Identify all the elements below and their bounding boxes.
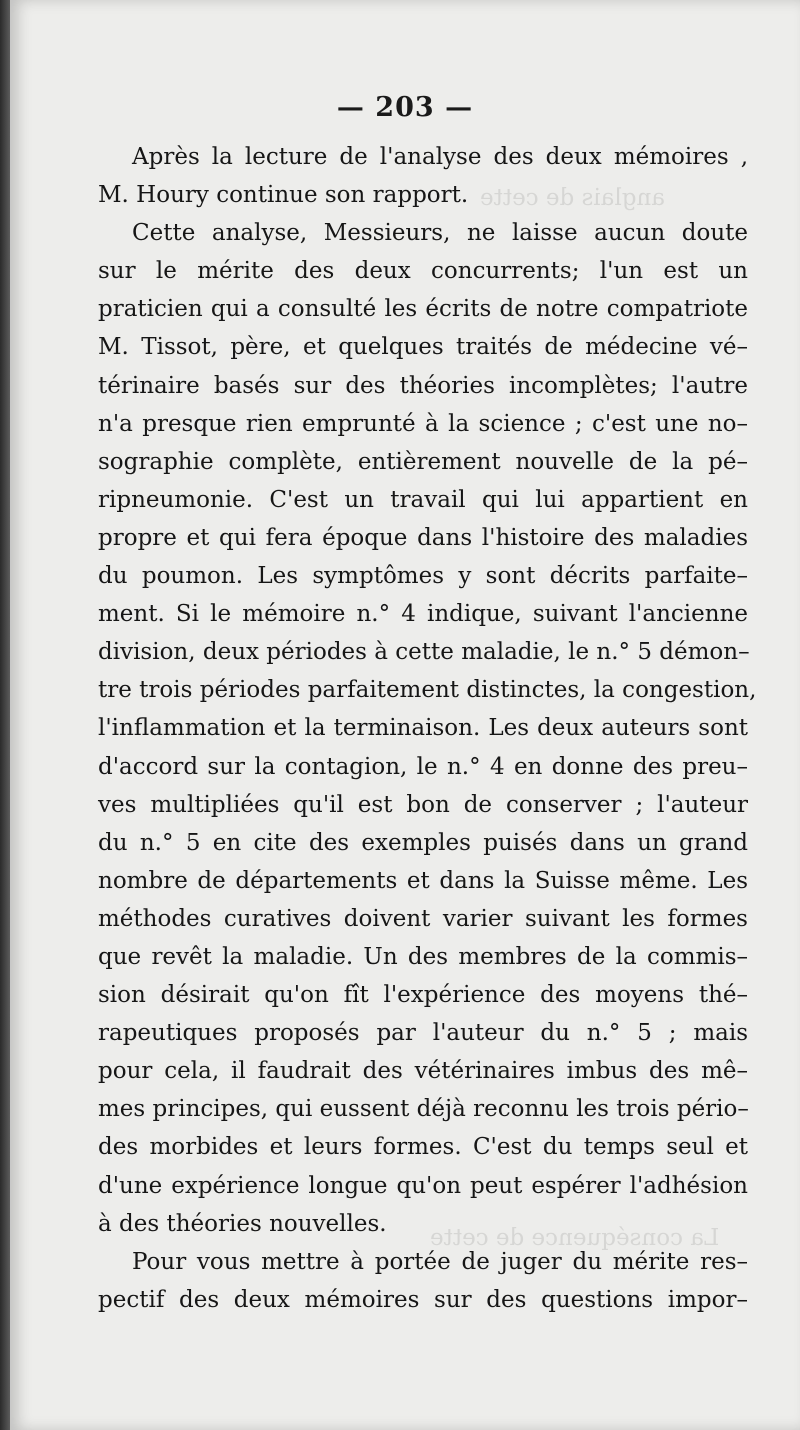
text-line: praticien qui a consulté les écrits de notre compatriote: [98, 296, 748, 323]
bleed-through-text: anglais de cette: [480, 185, 666, 211]
text-line: méthodes curatives doivent varier suivant les formes: [98, 905, 748, 932]
text-line: à des théories nouvelles.: [98, 1210, 387, 1237]
text-line: Cette analyse, Messieurs, ne laisse aucun doute: [132, 220, 748, 247]
text-line: Pour vous mettre à portée de juger du mérite res–: [132, 1248, 748, 1275]
text-line: ripneumonie. C'est un travail qui lui appartient en: [98, 486, 748, 513]
text-line: du poumon. Les symptômes y sont décrits parfaite–: [98, 563, 748, 590]
text-line: ves multipliées qu'il est bon de conserver ; l'auteur: [98, 791, 748, 818]
text-line: M. Houry continue son rapport.: [98, 182, 469, 209]
bleed-through-text: La conséquence de cette: [430, 1225, 720, 1251]
text-line: des morbides et leurs formes. C'est du temps seul et: [98, 1134, 748, 1161]
body-text: [98, 138, 757, 1319]
text-line: tre trois périodes parfaitement distinctes, la congestion,: [98, 677, 757, 704]
text-line: du n.° 5 en cite des exemples puisés dans un grand: [98, 829, 748, 856]
scanned-page: [10, 0, 800, 1430]
text-line: pour cela, il faudrait des vétérinaires imbus des mê–: [98, 1058, 748, 1085]
text-line: d'accord sur la contagion, le n.° 4 en donne des preu–: [98, 753, 748, 780]
text-line: M. Tissot, père, et quelques traités de médecine vé–: [98, 334, 748, 361]
text-line: division, deux périodes à cette maladie, le n.° 5 démon–: [98, 639, 750, 666]
book-gutter-shadow: [0, 0, 10, 1430]
text-line: sographie complète, entièrement nouvelle de la pé–: [98, 448, 748, 475]
text-line: pectif des deux mémoires sur des questions impor–: [98, 1286, 748, 1313]
text-line: n'a presque rien emprunté à la science ; c'est une no–: [98, 410, 748, 437]
page-number: — 203 —: [336, 92, 474, 123]
text-line: d'une expérience longue qu'on peut espérer l'adhésion: [98, 1172, 748, 1199]
text-line: sur le mérite des deux concurrents; l'un est un: [98, 258, 748, 285]
text-line: l'inflammation et la terminaison. Les deux auteurs sont: [98, 715, 748, 742]
text-line: térinaire basés sur des théories incomplètes; l'autre: [98, 372, 748, 399]
text-line: que revêt la maladie. Un des membres de la commis–: [98, 943, 748, 970]
text-line: rapeutiques proposés par l'auteur du n.° 5 ; mais: [98, 1020, 748, 1047]
text-line: Après la lecture de l'analyse des deux mémoires ,: [132, 144, 748, 170]
text-line: mes principes, qui eussent déjà reconnu les trois pério–: [98, 1096, 749, 1123]
text-line: nombre de départements et dans la Suisse même. Les: [98, 867, 748, 894]
text-line: ment. Si le mémoire n.° 4 indique, suivant l'ancienne: [98, 601, 748, 628]
text-line: sion désirait qu'on fît l'expérience des moyens thé–: [98, 982, 748, 1009]
text-line: propre et qui fera époque dans l'histoire des maladies: [98, 524, 748, 551]
